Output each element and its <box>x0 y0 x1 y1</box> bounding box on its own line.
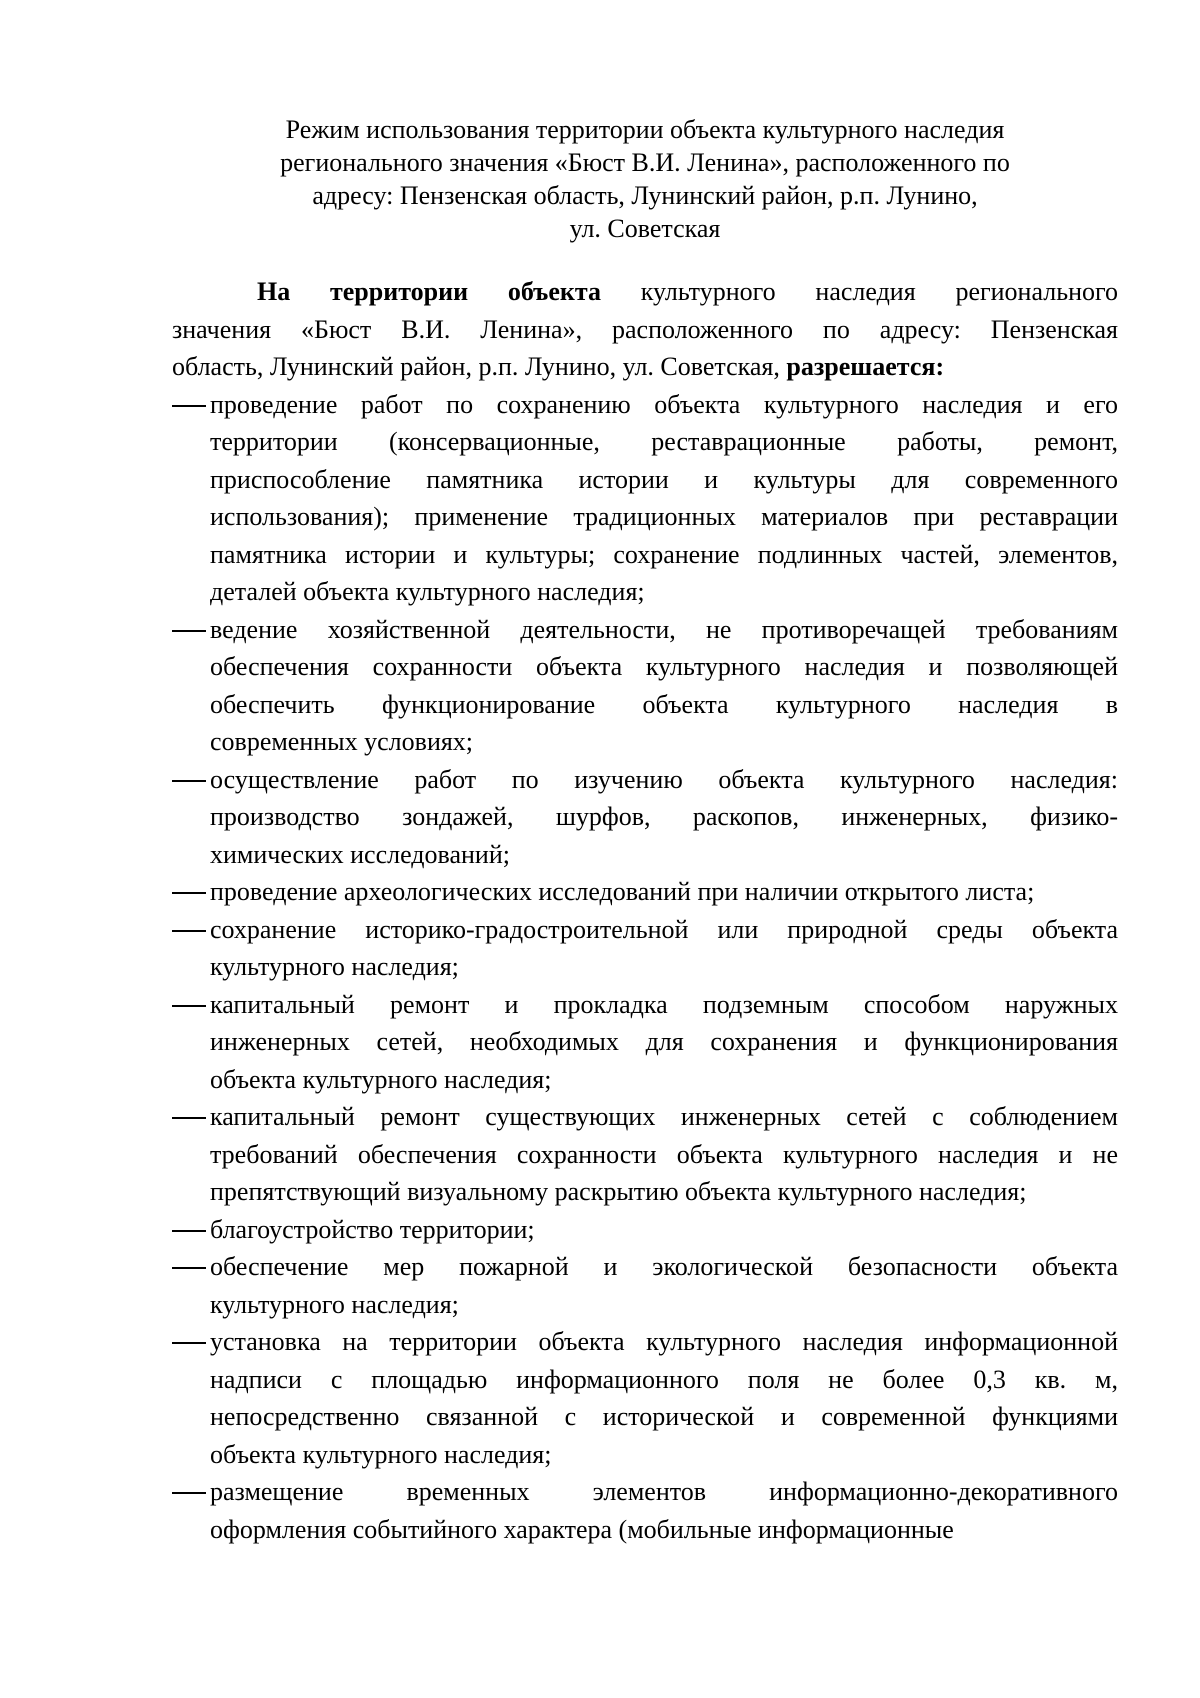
list-item-line: приспособление памятника истории и культуры для современного <box>210 464 1118 494</box>
list-item-line: территории (консервационные, реставрационные работы, ремонт, <box>210 427 1118 456</box>
list-item-line: производство зондажей, шурфов, раскопов, инженерных, физико- <box>210 802 1118 831</box>
list-item <box>172 386 1118 611</box>
list-item-line: проведение археологических исследований при наличии открытого листа; <box>210 877 1035 906</box>
intro-bold-end: разрешается: <box>786 352 945 381</box>
list-item-line: установка на территории объекта культурного наследия информационной <box>210 1327 1118 1356</box>
list-item-line: обеспечить функционирование объекта культурного наследия в <box>210 689 1118 719</box>
list-item-line: капитальный ремонт существующих инженерных сетей с соблюдением <box>210 1102 1118 1131</box>
list-item <box>172 761 1118 874</box>
list-item-line: обеспечение мер пожарной и экологической безопасности объекта <box>210 1252 1118 1281</box>
list-item <box>172 911 1118 986</box>
document-body <box>172 273 1118 1548</box>
list-item-line: химических исследований; <box>210 839 510 869</box>
list-item <box>172 1473 1118 1548</box>
list-item-line: использования); применение традиционных материалов при реставрации <box>210 502 1118 531</box>
list-item <box>172 1098 1118 1211</box>
intro-line-2: значения «Бюст В.И. Ленина», расположенного по адресу: Пензенская <box>172 314 1118 344</box>
list-item-line: деталей объекта культурного наследия; <box>210 577 645 606</box>
list-item-line: сохранение историко-градостроительной или природной среды объекта <box>210 914 1118 944</box>
list-item-line: надписи с площадью информационного поля не более 0,3 кв. м, <box>210 1364 1118 1394</box>
list-item-line: культурного наследия; <box>210 1289 459 1319</box>
list-item-line: памятника истории и культуры; сохранение подлинных частей, элементов, <box>210 539 1118 569</box>
list-item-line: капитальный ремонт и прокладка подземным способом наружных <box>210 989 1118 1019</box>
list-item-line: осуществление работ по изучению объекта культурного наследия: <box>210 764 1118 794</box>
title-line-2: регионального значения «Бюст В.И. Ленина», расположенного по <box>280 148 1010 177</box>
list-item-line: обеспечения сохранности объекта культурного наследия и позволяющей <box>210 652 1118 681</box>
title-line-1: Режим использования территории объекта культурного наследия <box>285 115 1005 144</box>
list-item-line: объекта культурного наследия; <box>210 1439 552 1469</box>
list-item <box>172 1248 1118 1323</box>
list-item <box>172 1323 1118 1473</box>
intro-line-3 <box>172 348 1118 386</box>
list-item-line: препятствующий визуальному раскрытию объекта культурного наследия; <box>210 1177 1027 1206</box>
list-item-line: оформления событийного характера (мобильные информационные <box>210 1514 954 1544</box>
title-line-4: ул. Советская <box>569 214 721 243</box>
list-item-line: требований обеспечения сохранности объекта культурного наследия и не <box>210 1139 1118 1169</box>
list-item-line: объекта культурного наследия; <box>210 1064 552 1094</box>
list-item-line: непосредственно связанной с исторической и современной функциями <box>210 1402 1118 1431</box>
list-item-line: культурного наследия; <box>210 952 459 981</box>
intro-line-1 <box>172 273 1118 311</box>
list-item <box>172 873 1118 911</box>
permitted-list <box>172 386 1118 1549</box>
document-title <box>172 113 1118 245</box>
title-line-3: адресу: Пензенская область, Лунинский район, р.п. Лунино, <box>312 181 978 210</box>
intro-paragraph <box>172 273 1118 386</box>
intro-bold-start: На территории объекта <box>257 277 601 306</box>
intro-line-3-text: область, Лунинский район, р.п. Лунино, ул. Советская, <box>172 352 787 381</box>
list-item-line: современных условиях; <box>210 727 474 756</box>
list-item-line: благоустройство территории; <box>210 1214 535 1244</box>
intro-text-part1: культурного наследия регионального <box>600 277 1119 306</box>
list-item <box>172 986 1118 1099</box>
list-item-line: инженерных сетей, необходимых для сохранения и функционирования <box>210 1027 1118 1056</box>
list-item-line: проведение работ по сохранению объекта культурного наследия и его <box>210 389 1118 419</box>
list-item-line: ведение хозяйственной деятельности, не противоречащей требованиям <box>210 614 1118 644</box>
list-item-line: размещение временных элементов информационно-декоративного <box>210 1477 1118 1506</box>
list-item <box>172 1211 1118 1249</box>
list-item <box>172 611 1118 761</box>
